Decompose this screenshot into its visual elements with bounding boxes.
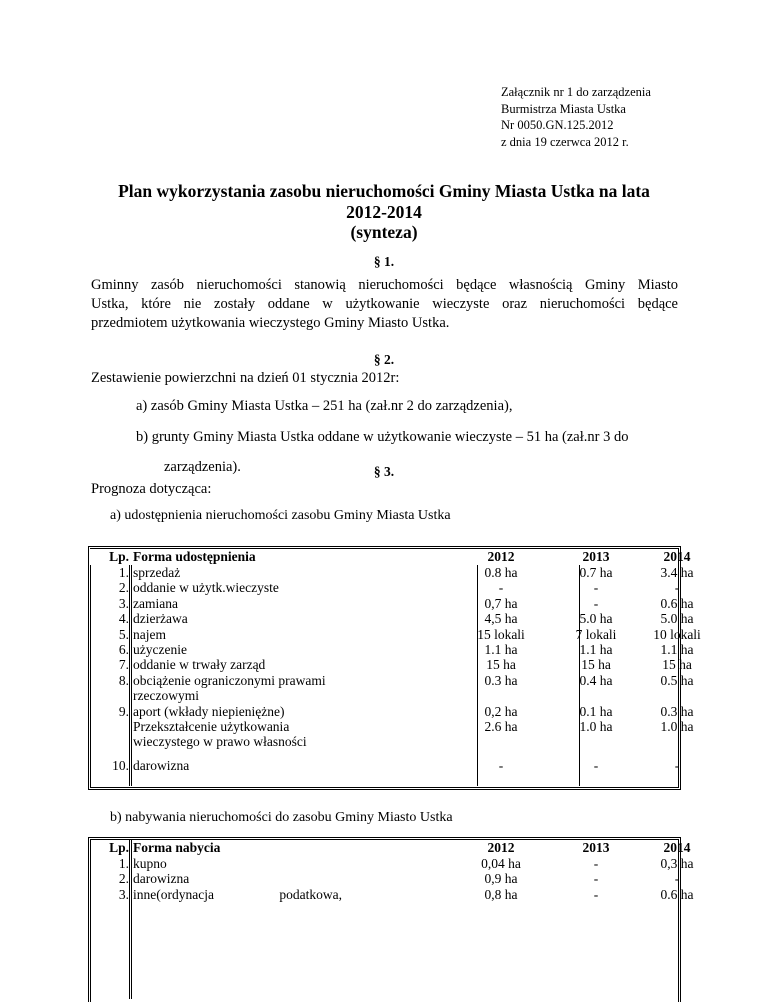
table-a-cell-y2014: 15 ha bbox=[662, 657, 692, 673]
table-a-cell-lp: 8. bbox=[118, 672, 129, 688]
section-2-heading: § 2. bbox=[373, 352, 395, 367]
table-a-row bbox=[90, 757, 680, 774]
table-a-cell-y2014: 0.6 ha bbox=[660, 595, 694, 611]
table-b-cell-form: kupno bbox=[133, 856, 167, 871]
section-1-heading: § 1. bbox=[373, 254, 395, 269]
section-3-sub-a: a) udostępnienia nieruchomości zasobu Gminy Miasta Ustka bbox=[110, 508, 451, 523]
table-b-row bbox=[90, 856, 694, 872]
table-a-row bbox=[90, 611, 694, 627]
table-a-cell-lp: 7. bbox=[118, 657, 129, 673]
table-a-cell-y2013: 1.0 ha bbox=[579, 719, 613, 734]
table-a-cell-y2014: 0.5 ha bbox=[660, 672, 694, 688]
table-a-cell-y2012: 4,5 ha bbox=[484, 611, 518, 627]
table-a-cell-lp: 10. bbox=[112, 757, 129, 773]
table-a-cell-lp: 9. bbox=[118, 703, 129, 719]
table-b-cell-form: inne(ordynacja bbox=[133, 886, 214, 902]
table-a-row bbox=[90, 688, 677, 704]
table-a-cell-form: zamiana bbox=[133, 595, 178, 611]
table-b-cell-y2012: 0,04 ha bbox=[481, 856, 521, 871]
table-a-header-2014-text: 2014 bbox=[663, 549, 691, 564]
table-a-cell-y2013: 1.1 ha bbox=[579, 642, 613, 657]
section-1-line-3: przedmiotem użytkowania wieczystego Gminy Miasto Ustka. bbox=[91, 315, 450, 331]
table-b-cell-y2013: - bbox=[593, 871, 599, 887]
table-b-header-2014: 2014 bbox=[663, 840, 691, 855]
table-a-cell-y2014: 5.0 ha bbox=[660, 611, 694, 627]
table-a-cell-form: obciążenie ograniczonymi prawami bbox=[133, 672, 326, 688]
table-a-cell-y2013: 0.4 ha bbox=[579, 672, 613, 688]
table-a-cell-y2013: - bbox=[593, 580, 599, 596]
table-b-cell-lp: 1. bbox=[118, 856, 129, 871]
annex-line-1: Załącznik nr 1 do zarządzenia bbox=[501, 85, 651, 99]
table-a-cell-form: rzeczowymi bbox=[133, 688, 199, 704]
table-b-cell-form: darowizna bbox=[133, 871, 190, 887]
table-a-cell-y2012: 2.6 ha bbox=[484, 719, 518, 734]
table-a-row bbox=[90, 719, 694, 735]
section-3-heading: § 3. bbox=[373, 464, 395, 479]
section-3-intro: Prognoza dotycząca: bbox=[91, 481, 212, 497]
table-a-cell-form: sprzedaż bbox=[133, 565, 181, 580]
table-a-cell-y2012: 0,2 ha bbox=[484, 703, 518, 719]
table-a-cell-y2012: 1.1 ha bbox=[484, 642, 518, 657]
table-a-cell-lp: 5. bbox=[118, 626, 129, 642]
table-a-cell-y2014: 1.0 ha bbox=[660, 719, 694, 734]
annex-note bbox=[501, 84, 651, 150]
table-a-row bbox=[90, 626, 701, 643]
table-a-cell-form: wieczystego w prawo własności bbox=[133, 734, 307, 750]
table-a-cell-lp: 3. bbox=[118, 595, 129, 611]
section-2-item-b-line-2: zarządzenia). bbox=[164, 459, 241, 475]
table-a-header-2012-text: 2012 bbox=[487, 549, 515, 564]
table-a-cell-y2013: 0.7 ha bbox=[579, 565, 613, 580]
table-a-cell-form: Przekształcenie użytkowania bbox=[133, 719, 290, 734]
table-b-cell-y2013: - bbox=[593, 856, 599, 871]
table-a-header-form-text: Forma udostępnienia bbox=[133, 549, 256, 564]
table-a-cell-y2012: 15 lokali bbox=[477, 626, 525, 642]
table-b-cell-y2012: 0,9 ha bbox=[484, 871, 518, 887]
table-a-row bbox=[90, 642, 694, 658]
table-b-cell-y2012: 0,8 ha bbox=[484, 886, 518, 902]
section-1-line-1: Gminny zasób nieruchomości stanowią nieruchomości będące własnością Gminy Miasto bbox=[91, 277, 678, 293]
table-a-row bbox=[90, 580, 680, 596]
section-1-line-2: Ustka, które nie zostały oddane w użytkowanie wieczyste oraz nieruchomości będące bbox=[91, 296, 678, 312]
table-a-cell-y2013: 15 ha bbox=[581, 657, 611, 673]
title-line-1: Plan wykorzystania zasobu nieruchomości Gminy Miasta Ustka na lata bbox=[118, 181, 650, 201]
table-a-cell-lp: 2. bbox=[118, 580, 129, 596]
table-a-cell-y2012: 0.8 ha bbox=[484, 565, 518, 580]
section-2-item-a: a) zasób Gminy Miasta Ustka – 251 ha (zał.nr 2 do zarządzenia), bbox=[136, 398, 513, 414]
table-a-row bbox=[90, 734, 677, 750]
title-line-3: (synteza) bbox=[350, 222, 418, 242]
table-a-cell-lp: 4. bbox=[118, 611, 129, 627]
table-a-cell-y2013: 5.0 ha bbox=[579, 611, 613, 627]
table-a-cell-form: oddanie w trwały zarząd bbox=[133, 657, 266, 673]
table-a-header-2013-text: 2013 bbox=[582, 549, 610, 564]
table-a-cell-form: użyczenie bbox=[133, 642, 187, 657]
table-a-cell-y2013: - bbox=[593, 595, 599, 611]
table-a-row bbox=[90, 565, 694, 581]
table-a-cell-y2014: - bbox=[674, 757, 680, 773]
annex-line-2: Burmistrza Miasta Ustka bbox=[501, 101, 626, 116]
section-1-text bbox=[91, 276, 678, 333]
table-b-cell-y2014: 0,3 ha bbox=[660, 856, 694, 871]
table-b-header-2013: 2013 bbox=[582, 840, 610, 855]
table-b-row bbox=[90, 871, 680, 887]
table-b-header-2012: 2012 bbox=[487, 840, 515, 855]
table-b-cell-y2014: 0.6 ha bbox=[660, 886, 694, 902]
table-a-row bbox=[90, 672, 694, 689]
table-a-cell-form: najem bbox=[133, 626, 166, 642]
annex-line-3: Nr 0050.GN.125.2012 bbox=[501, 118, 614, 132]
table-a-row bbox=[90, 703, 694, 720]
table-b-cell-y2014: - bbox=[674, 871, 680, 887]
table-a-header-lp-text: Lp. bbox=[109, 549, 129, 564]
table-a-cell-form: oddanie w użytk.wieczyste bbox=[133, 580, 279, 596]
table-b-cell-lp: 2. bbox=[118, 871, 129, 887]
table-a-cell-y2013: 7 lokali bbox=[575, 626, 617, 642]
table-a-row bbox=[90, 595, 694, 612]
table-a-cell-y2012: 0,7 ha bbox=[484, 595, 518, 611]
table-a-cell-y2013: - bbox=[593, 757, 599, 773]
section-2-intro: Zestawienie powierzchni na dzień 01 stycznia 2012r: bbox=[91, 370, 400, 386]
table-a-cell-form: dzierżawa bbox=[133, 611, 188, 627]
table-b-row bbox=[90, 886, 694, 903]
table-a-row bbox=[90, 657, 692, 673]
table-a-cell-y2014: - bbox=[674, 580, 680, 596]
table-b-cell-lp: 3. bbox=[118, 886, 129, 902]
table-b-cell-form-right: podatkowa, bbox=[279, 886, 342, 902]
section-2-item-b-line-1: b) grunty Gminy Miasta Ustka oddane w użytkowanie wieczyste – 51 ha (zał.nr 3 do bbox=[136, 429, 629, 445]
table-a-cell-y2014: 3.4 ha bbox=[660, 565, 694, 580]
table-a-cell-y2014: 0.3 ha bbox=[660, 703, 694, 719]
table-a-cell-y2012: - bbox=[498, 757, 504, 773]
table-a-cell-y2013: 0.1 ha bbox=[579, 703, 613, 719]
document-title bbox=[0, 181, 768, 243]
table-b-header-lp: Lp. bbox=[109, 840, 129, 855]
table-a-cell-form: aport (wkłady niepieniężne) bbox=[133, 703, 285, 719]
section-3-sub-b: b) nabywania nieruchomości do zasobu Gminy Miasto Ustka bbox=[110, 810, 453, 825]
title-line-2: 2012-2014 bbox=[346, 201, 422, 222]
table-a-cell-lp: 1. bbox=[118, 565, 129, 580]
table-a-cell-form: darowizna bbox=[133, 757, 190, 773]
table-a-cell-y2014: 1.1 ha bbox=[660, 642, 694, 657]
table-a-cell-y2012: 0.3 ha bbox=[484, 672, 518, 688]
table-a-cell-y2012: 15 ha bbox=[486, 657, 516, 673]
table-a-cell-y2014: 10 lokali bbox=[653, 626, 701, 642]
annex-line-4: z dnia 19 czerwca 2012 r. bbox=[501, 134, 629, 149]
table-a-cell-lp: 6. bbox=[118, 642, 129, 657]
table-b-header-form: Forma nabycia bbox=[133, 840, 221, 855]
table-b-cell-y2013: - bbox=[593, 886, 599, 902]
table-a-cell-y2012: - bbox=[498, 580, 504, 596]
